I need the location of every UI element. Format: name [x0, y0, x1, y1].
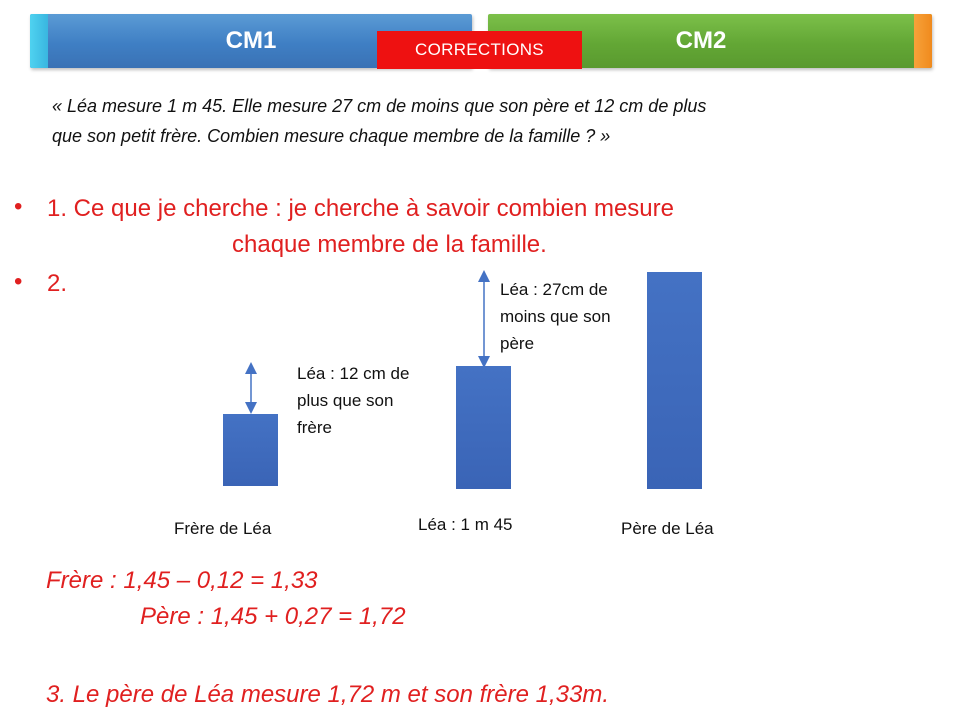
bullet-dot-2: •	[14, 268, 23, 295]
corrections-label: CORRECTIONS	[377, 31, 582, 69]
annotation-pere-line-1: Léa : 27cm de	[500, 280, 608, 299]
problem-line-2: que son petit frère. Combien mesure chaque membre de la famille ? »	[52, 126, 611, 146]
label-lea: Léa : 1 m 45	[418, 515, 513, 534]
calc-pere: Père : 1,45 + 0,27 = 1,72	[140, 603, 406, 630]
label-frere: Frère de Léa	[174, 519, 272, 538]
cm2-label: CM2	[675, 27, 727, 54]
bullet-1-line-1: 1. Ce que je cherche : je cherche à savoir combien mesure	[47, 195, 674, 222]
cm1-label: CM1	[225, 27, 277, 54]
final-answer: 3. Le père de Léa mesure 1,72 m et son frère 1,33m.	[46, 681, 609, 708]
problem-line-1: « Léa mesure 1 m 45. Elle mesure 27 cm de moins que son père et 12 cm de plus	[52, 96, 707, 116]
calc-frere: Frère : 1,45 – 0,12 = 1,33	[46, 567, 318, 594]
annotation-frere	[297, 360, 409, 441]
annotation-pere-line-2: moins que son	[500, 307, 611, 326]
annotation-frere-line-2: plus que son	[297, 391, 394, 410]
bullet-dot-1: •	[14, 193, 23, 220]
annotation-pere	[500, 276, 611, 357]
bullet-2-label: 2.	[47, 270, 68, 297]
annotation-pere-line-3: père	[500, 334, 535, 353]
label-pere: Père de Léa	[621, 519, 714, 538]
annotation-frere-line-1: Léa : 12 cm de	[297, 364, 410, 383]
bullet-1-line-2: chaque membre de la famille.	[232, 231, 547, 258]
annotation-frere-line-3: frère	[297, 418, 332, 437]
